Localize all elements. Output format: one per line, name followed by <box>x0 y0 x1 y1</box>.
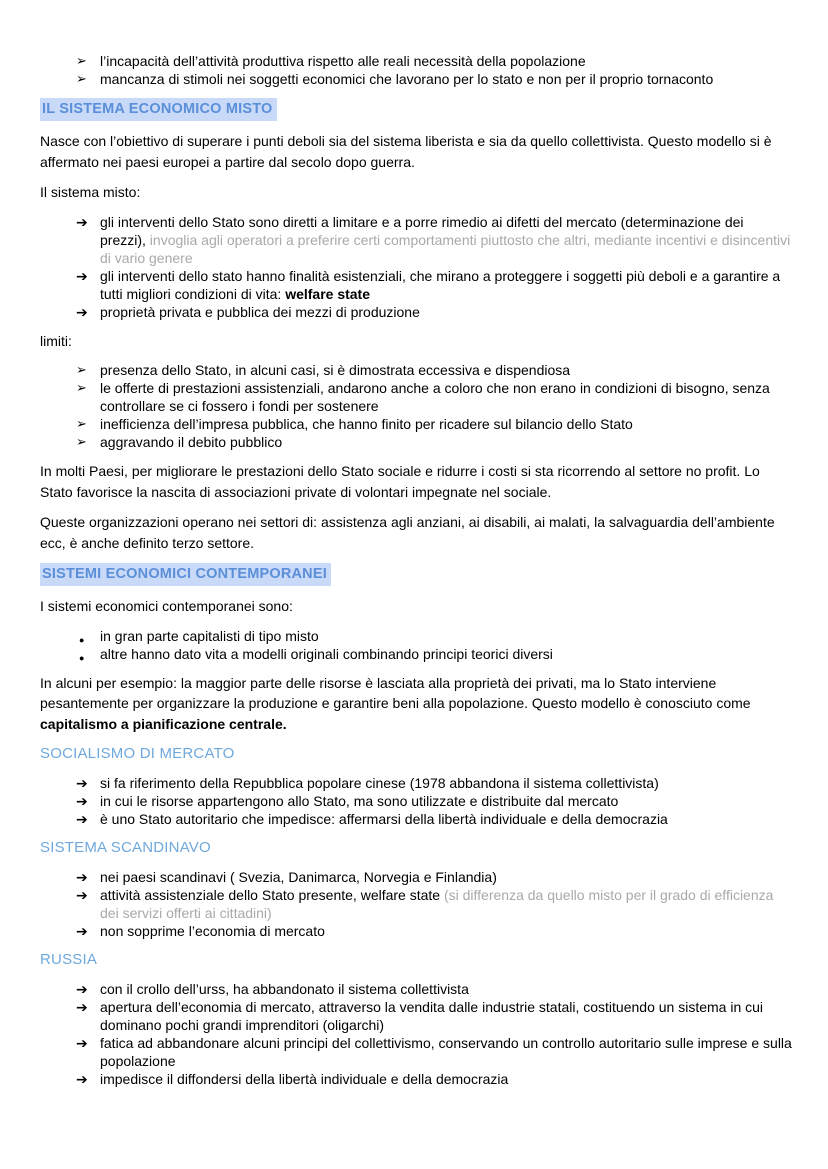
list-item-text <box>100 214 790 266</box>
list-item-text: aggravando il debito pubblico <box>100 434 283 450</box>
arrow-bullet-icon: ➔ <box>76 887 88 903</box>
list-item <box>40 303 792 321</box>
intro-bullet-list <box>40 52 792 88</box>
list-item <box>40 361 792 379</box>
list-item-text: presenza dello Stato, in alcuni casi, si è dimostrata eccessiva e dispendiosa <box>100 362 571 378</box>
socialismo-list <box>40 774 792 828</box>
muted-text-run: (si differenza da quello misto per il grado di efficienza dei servizi offerti ai cittadini) <box>100 887 774 921</box>
chevron-bullet-icon: ➢ <box>76 362 87 377</box>
list-item-text: mancanza di stimoli nei soggetti economici che lavorano per lo stato e non per il proprio tornaconto <box>100 71 714 87</box>
arrow-bullet-icon: ➔ <box>76 775 88 791</box>
list-item <box>40 868 792 886</box>
arrow-bullet-icon: ➔ <box>76 793 88 809</box>
text-run: In alcuni per esempio: la maggior parte delle risorse è lasciata alla proprietà dei privati, ma lo Stato interviene pesantemente per organizzare la produzione e garantire beni alla popolazione. Questo modello è conosciuto come <box>40 674 751 711</box>
bold-run: welfare state <box>285 285 371 302</box>
arrow-bullet-icon: ➔ <box>76 303 88 320</box>
list-item <box>40 774 792 792</box>
text-run: gli interventi dello Stato sono diretti a limitare e a porre rimedio ai difetti del mercato (determinazione dei prezzi), <box>100 213 744 248</box>
list-item <box>40 52 792 70</box>
list-item-text: l’incapacità dell’attività produttiva rispetto alle reali necessità della popolazione <box>100 53 586 69</box>
list-item-text: si fa riferimento della Repubblica popolare cinese (1978 abbandona il sistema collettivista) <box>100 775 659 791</box>
list-item-text: non sopprime l’economia di mercato <box>100 923 325 939</box>
list-item <box>40 433 792 451</box>
list-item <box>40 70 792 88</box>
list-item-text: con il crollo dell’urss, ha abbandonato il sistema collettivista <box>100 981 469 997</box>
chevron-bullet-icon: ➢ <box>76 416 87 431</box>
contemporanei-list <box>40 627 792 663</box>
label-sistema-misto: Il sistema misto: <box>40 184 141 200</box>
heading-line <box>40 563 792 586</box>
list-item <box>40 213 792 267</box>
list-item <box>40 267 792 303</box>
section-heading-sistema-economico-misto: IL SISTEMA ECONOMICO MISTO <box>40 98 277 121</box>
list-item <box>40 980 792 998</box>
list-item <box>40 415 792 433</box>
text-run: attività assistenziale dello Stato presente, welfare state <box>100 887 444 903</box>
paragraph-capitalismo <box>40 673 792 735</box>
disc-bullet-icon: ● <box>79 634 85 645</box>
list-item <box>40 1034 792 1070</box>
arrow-bullet-icon: ➔ <box>76 1035 88 1051</box>
list-item-text: fatica ad abbandonare alcuni principi del collettivismo, conservando un controllo autoritario sulle imprese e sulla popolazione <box>100 1035 792 1069</box>
list-item-text <box>100 887 773 921</box>
scandinavo-list <box>40 868 792 940</box>
list-item-text: proprietà privata e pubblica dei mezzi di produzione <box>100 303 420 320</box>
list-item-text: in gran parte capitalisti di tipo misto <box>100 627 319 644</box>
russia-list <box>40 980 792 1088</box>
arrow-bullet-icon: ➔ <box>76 981 88 997</box>
label-limiti: limiti: <box>40 332 72 349</box>
arrow-bullet-icon: ➔ <box>76 213 88 230</box>
chevron-bullet-icon: ➢ <box>76 434 87 449</box>
chevron-bullet-icon: ➢ <box>76 380 87 395</box>
list-item-text: in cui le risorse appartengono allo Stato, ma sono utilizzate e distribuite dal mercato <box>100 793 619 809</box>
arrow-bullet-icon: ➔ <box>76 923 88 939</box>
arrow-bullet-icon: ➔ <box>76 1071 88 1087</box>
list-item <box>40 379 792 415</box>
list-item <box>40 886 792 922</box>
section-heading-sistemi-contemporanei: SISTEMI ECONOMICI CONTEMPORANEI <box>40 563 331 586</box>
text-run: gli interventi dello stato hanno finalità esistenziali, che mirano a proteggere i soggetti più deboli e a garantire a tutti migliori condizioni di vita: <box>100 267 781 302</box>
list-item-text: le offerte di prestazioni assistenziali, andarono anche a coloro che non erano in condizioni di bisogno, senza controllare se ci fossero i fondi per sostenere <box>100 380 770 414</box>
disc-bullet-icon: ● <box>79 652 85 663</box>
arrow-bullet-icon: ➔ <box>76 869 88 885</box>
chevron-bullet-icon: ➢ <box>76 71 87 86</box>
heading-line <box>40 98 792 121</box>
list-item-text: inefficienza dell’impresa pubblica, che hanno finito per ricadere sul bilancio dello Stato <box>100 416 633 432</box>
sistema-misto-list <box>40 213 792 321</box>
muted-text-run: invoglia agli operatori a preferire certi comportamenti piuttosto che altri, mediante incentivi e disincentivi di vario genere <box>100 231 791 266</box>
list-item <box>40 792 792 810</box>
bold-run: capitalismo a pianificazione centrale. <box>40 715 287 732</box>
paragraph-no-profit: In molti Paesi, per migliorare le prestazioni dello Stato sociale e ridurre i costi si sta ricorrendo al settore no profit. Lo Stato favorisce la nascita di associazioni private di volontari impegnate nel sociale. <box>40 463 760 500</box>
arrow-bullet-icon: ➔ <box>76 999 88 1015</box>
list-item-text: è uno Stato autoritario che impedisce: affermarsi della libertà individuale e della democrazia <box>100 811 668 827</box>
paragraph-nasce: Nasce con l’obiettivo di superare i punti deboli sia del sistema liberista e sia da quello collettivista. Questo modello si è affermato nei paesi europei a partire dal secolo dopo guerra. <box>40 133 772 170</box>
list-item <box>40 922 792 940</box>
list-item-text: altre hanno dato vita a modelli originali combinando principi teorici diversi <box>100 645 553 662</box>
arrow-bullet-icon: ➔ <box>76 811 88 827</box>
list-item <box>40 645 792 663</box>
section-heading-russia: RUSSIA <box>40 951 98 968</box>
limiti-list <box>40 361 792 451</box>
paragraph-terzo-settore: Queste organizzazioni operano nei settori di: assistenza agli anziani, ai disabili, ai malati, la salvaguardia dell’ambiente ecc, è anche definito terzo settore. <box>40 514 775 551</box>
list-item <box>40 810 792 828</box>
list-item-text: impedisce il diffondersi della libertà individuale e della democrazia <box>100 1071 509 1087</box>
list-item <box>40 998 792 1034</box>
list-item-text <box>100 268 780 302</box>
section-heading-socialismo-di-mercato: SOCIALISMO DI MERCATO <box>40 745 235 762</box>
list-item-text: nei paesi scandinavi ( Svezia, Danimarca, Norvegia e Finlandia) <box>100 869 497 885</box>
chevron-bullet-icon: ➢ <box>76 53 87 68</box>
list-item <box>40 1070 792 1088</box>
list-item-text: apertura dell’economia di mercato, attraverso la vendita dalle industrie statali, costituendo un sistema in cui dominano pochi grandi imprenditori (oligarchi) <box>100 999 764 1033</box>
section-heading-sistema-scandinavo: SISTEMA SCANDINAVO <box>40 839 211 856</box>
arrow-bullet-icon: ➔ <box>76 267 88 284</box>
list-item <box>40 627 792 645</box>
label-contemporanei: I sistemi economici contemporanei sono: <box>40 598 293 614</box>
